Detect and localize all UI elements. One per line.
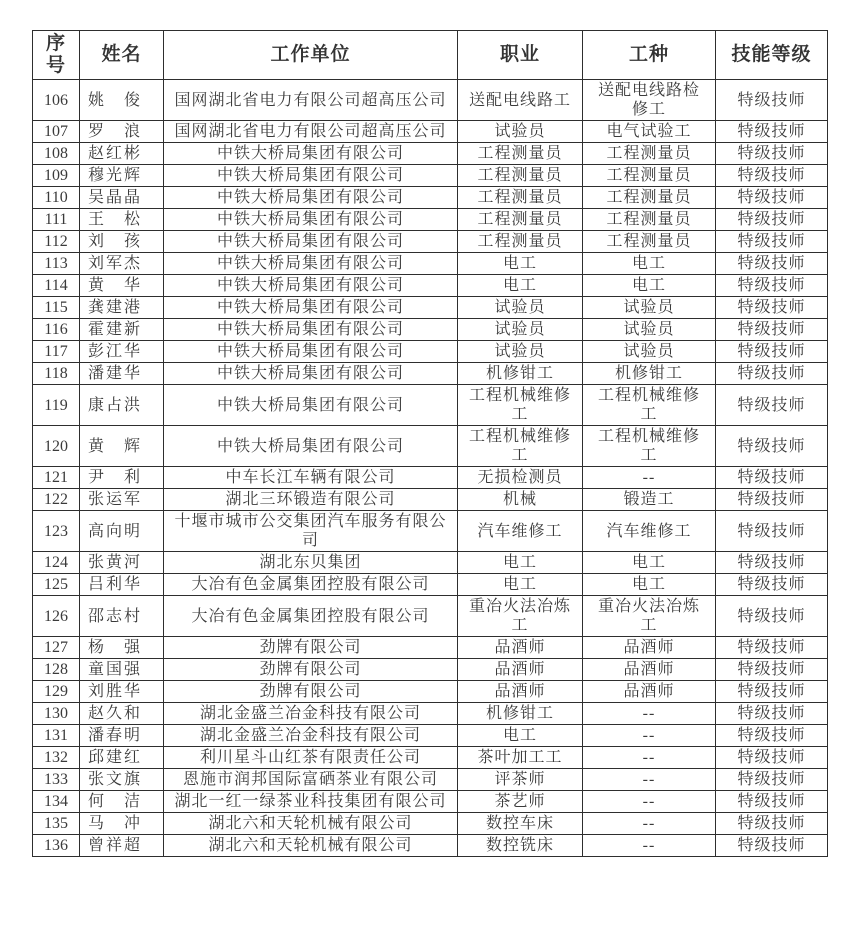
- cell-occupation: 品酒师: [458, 659, 583, 681]
- table-row: [33, 319, 828, 341]
- cell-employer: 劲牌有限公司: [164, 659, 458, 681]
- cell-name: 潘建华: [80, 363, 164, 385]
- cell-occupation: 汽车维修工: [458, 511, 583, 552]
- cell-occupation: 机械: [458, 489, 583, 511]
- cell-trade: --: [583, 813, 716, 835]
- cell-employer: 湖北一红一绿茶业科技集团有限公司: [164, 791, 458, 813]
- cell-level: 特级技师: [716, 319, 828, 341]
- cell-level: 特级技师: [716, 813, 828, 835]
- cell-level: 特级技师: [716, 681, 828, 703]
- cell-name: 赵久和: [80, 703, 164, 725]
- cell-occupation: 电工: [458, 253, 583, 275]
- cell-trade: 工程测量员: [583, 165, 716, 187]
- cell-level: 特级技师: [716, 552, 828, 574]
- cell-trade: --: [583, 467, 716, 489]
- cell-occupation: 工程机械维修工: [458, 385, 583, 426]
- cell-employer: 国网湖北省电力有限公司超高压公司: [164, 121, 458, 143]
- cell-no: 124: [33, 552, 80, 574]
- cell-employer: 湖北六和天轮机械有限公司: [164, 813, 458, 835]
- cell-occupation: 重冶火法冶炼工: [458, 596, 583, 637]
- table-row: [33, 275, 828, 297]
- cell-no: 136: [33, 835, 80, 857]
- cell-level: 特级技师: [716, 165, 828, 187]
- cell-occupation: 数控车床: [458, 813, 583, 835]
- cell-occupation: 工程测量员: [458, 165, 583, 187]
- cell-level: 特级技师: [716, 574, 828, 596]
- cell-employer: 劲牌有限公司: [164, 637, 458, 659]
- table-row: [33, 426, 828, 467]
- cell-trade: 送配电线路检修工: [583, 80, 716, 121]
- cell-employer: 十堰市城市公交集团汽车服务有限公司: [164, 511, 458, 552]
- table-row: [33, 467, 828, 489]
- table-row: [33, 143, 828, 165]
- cell-occupation: 电工: [458, 275, 583, 297]
- table-row: [33, 659, 828, 681]
- cell-no: 135: [33, 813, 80, 835]
- cell-level: 特级技师: [716, 747, 828, 769]
- header-skill-level: 技能等级: [716, 31, 828, 80]
- cell-name: 曾祥超: [80, 835, 164, 857]
- cell-employer: 利川星斗山红茶有限责任公司: [164, 747, 458, 769]
- cell-no: 134: [33, 791, 80, 813]
- cell-name: 吕利华: [80, 574, 164, 596]
- cell-trade: 电工: [583, 574, 716, 596]
- cell-level: 特级技师: [716, 297, 828, 319]
- cell-trade: 试验员: [583, 341, 716, 363]
- cell-employer: 中铁大桥局集团有限公司: [164, 165, 458, 187]
- cell-name: 刘 孩: [80, 231, 164, 253]
- cell-name: 彭江华: [80, 341, 164, 363]
- cell-no: 126: [33, 596, 80, 637]
- cell-trade: 锻造工: [583, 489, 716, 511]
- cell-employer: 湖北东贝集团: [164, 552, 458, 574]
- cell-employer: 劲牌有限公司: [164, 681, 458, 703]
- cell-name: 黄 辉: [80, 426, 164, 467]
- cell-no: 110: [33, 187, 80, 209]
- table-row: [33, 209, 828, 231]
- cell-no: 118: [33, 363, 80, 385]
- cell-name: 霍建新: [80, 319, 164, 341]
- cell-name: 刘军杰: [80, 253, 164, 275]
- cell-no: 112: [33, 231, 80, 253]
- table-row: [33, 297, 828, 319]
- table-row: [33, 511, 828, 552]
- cell-employer: 大冶有色金属集团控股有限公司: [164, 574, 458, 596]
- cell-trade: 工程测量员: [583, 209, 716, 231]
- cell-name: 张运军: [80, 489, 164, 511]
- cell-occupation: 试验员: [458, 341, 583, 363]
- cell-no: 121: [33, 467, 80, 489]
- cell-level: 特级技师: [716, 637, 828, 659]
- cell-no: 116: [33, 319, 80, 341]
- cell-trade: 工程测量员: [583, 231, 716, 253]
- cell-no: 131: [33, 725, 80, 747]
- cell-no: 128: [33, 659, 80, 681]
- cell-name: 刘胜华: [80, 681, 164, 703]
- cell-trade: --: [583, 747, 716, 769]
- cell-name: 吴晶晶: [80, 187, 164, 209]
- table-row: [33, 835, 828, 857]
- cell-employer: 中铁大桥局集团有限公司: [164, 385, 458, 426]
- cell-employer: 中铁大桥局集团有限公司: [164, 363, 458, 385]
- cell-employer: 湖北金盛兰冶金科技有限公司: [164, 703, 458, 725]
- cell-employer: 恩施市润邦国际富硒茶业有限公司: [164, 769, 458, 791]
- cell-trade: 电工: [583, 253, 716, 275]
- cell-no: 115: [33, 297, 80, 319]
- cell-name: 王 松: [80, 209, 164, 231]
- cell-level: 特级技师: [716, 489, 828, 511]
- cell-no: 106: [33, 80, 80, 121]
- cell-name: 赵红彬: [80, 143, 164, 165]
- cell-employer: 国网湖北省电力有限公司超高压公司: [164, 80, 458, 121]
- cell-no: 132: [33, 747, 80, 769]
- table-row: [33, 489, 828, 511]
- table-row: [33, 80, 828, 121]
- cell-employer: 湖北金盛兰冶金科技有限公司: [164, 725, 458, 747]
- header-serial-number: 序号: [33, 31, 80, 80]
- cell-no: 125: [33, 574, 80, 596]
- table-row: [33, 253, 828, 275]
- cell-occupation: 工程测量员: [458, 187, 583, 209]
- cell-no: 123: [33, 511, 80, 552]
- cell-name: 康占洪: [80, 385, 164, 426]
- cell-name: 邱建红: [80, 747, 164, 769]
- header-occupation: 职业: [458, 31, 583, 80]
- cell-no: 122: [33, 489, 80, 511]
- cell-name: 潘春明: [80, 725, 164, 747]
- cell-occupation: 品酒师: [458, 637, 583, 659]
- cell-occupation: 试验员: [458, 319, 583, 341]
- header-trade: 工种: [583, 31, 716, 80]
- cell-name: 龚建港: [80, 297, 164, 319]
- cell-level: 特级技师: [716, 363, 828, 385]
- table-row: [33, 596, 828, 637]
- cell-no: 111: [33, 209, 80, 231]
- cell-trade: 工程测量员: [583, 187, 716, 209]
- cell-level: 特级技师: [716, 209, 828, 231]
- table-row: [33, 703, 828, 725]
- table-row: [33, 385, 828, 426]
- cell-occupation: 工程机械维修工: [458, 426, 583, 467]
- cell-employer: 中铁大桥局集团有限公司: [164, 275, 458, 297]
- cell-employer: 中铁大桥局集团有限公司: [164, 143, 458, 165]
- cell-level: 特级技师: [716, 835, 828, 857]
- table-row: [33, 165, 828, 187]
- cell-no: 109: [33, 165, 80, 187]
- cell-trade: --: [583, 791, 716, 813]
- cell-name: 尹 利: [80, 467, 164, 489]
- table-row: [33, 725, 828, 747]
- cell-trade: 电气试验工: [583, 121, 716, 143]
- cell-employer: 湖北三环锻造有限公司: [164, 489, 458, 511]
- table-row: [33, 231, 828, 253]
- cell-no: 108: [33, 143, 80, 165]
- cell-employer: 中车长江车辆有限公司: [164, 467, 458, 489]
- cell-employer: 大冶有色金属集团控股有限公司: [164, 596, 458, 637]
- table-row: [33, 363, 828, 385]
- cell-employer: 中铁大桥局集团有限公司: [164, 341, 458, 363]
- cell-employer: 湖北六和天轮机械有限公司: [164, 835, 458, 857]
- cell-employer: 中铁大桥局集团有限公司: [164, 297, 458, 319]
- cell-trade: 机修钳工: [583, 363, 716, 385]
- cell-occupation: 品酒师: [458, 681, 583, 703]
- cell-level: 特级技师: [716, 511, 828, 552]
- cell-occupation: 送配电线路工: [458, 80, 583, 121]
- cell-name: 杨 强: [80, 637, 164, 659]
- cell-level: 特级技师: [716, 275, 828, 297]
- cell-name: 何 洁: [80, 791, 164, 813]
- cell-no: 120: [33, 426, 80, 467]
- cell-occupation: 电工: [458, 552, 583, 574]
- table-row: [33, 187, 828, 209]
- table-row: [33, 637, 828, 659]
- cell-occupation: 机修钳工: [458, 363, 583, 385]
- cell-occupation: 工程测量员: [458, 209, 583, 231]
- table-row: [33, 681, 828, 703]
- header-name: 姓名: [80, 31, 164, 80]
- cell-occupation: 数控铣床: [458, 835, 583, 857]
- cell-name: 罗 浪: [80, 121, 164, 143]
- cell-level: 特级技师: [716, 703, 828, 725]
- cell-name: 姚 俊: [80, 80, 164, 121]
- cell-occupation: 评茶师: [458, 769, 583, 791]
- records-body: [33, 80, 828, 857]
- table-row: [33, 747, 828, 769]
- cell-occupation: 茶艺师: [458, 791, 583, 813]
- table-row: [33, 574, 828, 596]
- cell-employer: 中铁大桥局集团有限公司: [164, 187, 458, 209]
- cell-level: 特级技师: [716, 791, 828, 813]
- cell-level: 特级技师: [716, 121, 828, 143]
- cell-trade: 重冶火法冶炼工: [583, 596, 716, 637]
- cell-trade: 试验员: [583, 297, 716, 319]
- cell-employer: 中铁大桥局集团有限公司: [164, 426, 458, 467]
- header-row: [33, 31, 828, 80]
- cell-trade: 电工: [583, 552, 716, 574]
- cell-trade: 工程机械维修工: [583, 385, 716, 426]
- cell-no: 130: [33, 703, 80, 725]
- cell-no: 119: [33, 385, 80, 426]
- table-row: [33, 121, 828, 143]
- cell-name: 童国强: [80, 659, 164, 681]
- cell-occupation: 工程测量员: [458, 143, 583, 165]
- cell-name: 张黄河: [80, 552, 164, 574]
- cell-trade: --: [583, 703, 716, 725]
- cell-trade: 工程机械维修工: [583, 426, 716, 467]
- table-row: [33, 813, 828, 835]
- cell-name: 高向明: [80, 511, 164, 552]
- cell-occupation: 茶叶加工工: [458, 747, 583, 769]
- cell-no: 114: [33, 275, 80, 297]
- cell-trade: 品酒师: [583, 637, 716, 659]
- cell-trade: --: [583, 769, 716, 791]
- cell-employer: 中铁大桥局集团有限公司: [164, 253, 458, 275]
- table-row: [33, 341, 828, 363]
- cell-trade: 汽车维修工: [583, 511, 716, 552]
- cell-trade: 电工: [583, 275, 716, 297]
- cell-no: 117: [33, 341, 80, 363]
- cell-level: 特级技师: [716, 769, 828, 791]
- cell-occupation: 工程测量员: [458, 231, 583, 253]
- cell-name: 马 冲: [80, 813, 164, 835]
- cell-occupation: 电工: [458, 725, 583, 747]
- cell-level: 特级技师: [716, 385, 828, 426]
- cell-level: 特级技师: [716, 659, 828, 681]
- cell-no: 107: [33, 121, 80, 143]
- cell-employer: 中铁大桥局集团有限公司: [164, 319, 458, 341]
- cell-level: 特级技师: [716, 231, 828, 253]
- cell-employer: 中铁大桥局集团有限公司: [164, 209, 458, 231]
- cell-name: 黄 华: [80, 275, 164, 297]
- table-row: [33, 552, 828, 574]
- cell-level: 特级技师: [716, 426, 828, 467]
- table-header: [33, 31, 828, 80]
- cell-occupation: 试验员: [458, 297, 583, 319]
- cell-level: 特级技师: [716, 467, 828, 489]
- cell-no: 127: [33, 637, 80, 659]
- cell-level: 特级技师: [716, 341, 828, 363]
- cell-trade: 品酒师: [583, 681, 716, 703]
- cell-trade: 工程测量员: [583, 143, 716, 165]
- cell-level: 特级技师: [716, 187, 828, 209]
- cell-employer: 中铁大桥局集团有限公司: [164, 231, 458, 253]
- cell-name: 邵志村: [80, 596, 164, 637]
- cell-occupation: 试验员: [458, 121, 583, 143]
- cell-occupation: 机修钳工: [458, 703, 583, 725]
- cell-trade: --: [583, 835, 716, 857]
- table-row: [33, 791, 828, 813]
- cell-level: 特级技师: [716, 253, 828, 275]
- cell-occupation: 电工: [458, 574, 583, 596]
- cell-trade: 试验员: [583, 319, 716, 341]
- table-row: [33, 769, 828, 791]
- cell-trade: --: [583, 725, 716, 747]
- cell-level: 特级技师: [716, 80, 828, 121]
- cell-level: 特级技师: [716, 143, 828, 165]
- cell-no: 129: [33, 681, 80, 703]
- cell-no: 133: [33, 769, 80, 791]
- cell-trade: 品酒师: [583, 659, 716, 681]
- header-employer: 工作单位: [164, 31, 458, 80]
- cell-occupation: 无损检测员: [458, 467, 583, 489]
- cell-no: 113: [33, 253, 80, 275]
- cell-name: 穆光辉: [80, 165, 164, 187]
- skill-roster-table: [32, 30, 828, 857]
- cell-name: 张文旗: [80, 769, 164, 791]
- cell-level: 特级技师: [716, 596, 828, 637]
- cell-level: 特级技师: [716, 725, 828, 747]
